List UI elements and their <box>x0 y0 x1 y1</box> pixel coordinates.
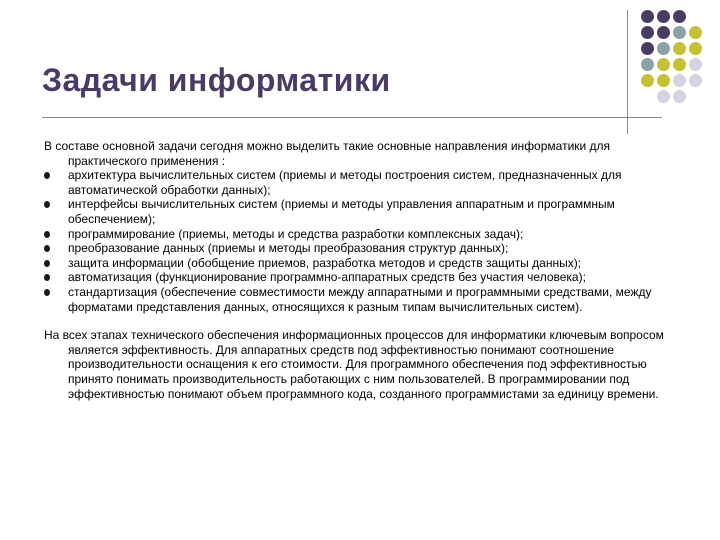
bullet-icon <box>44 172 50 179</box>
list-item-text: интерфейсы вычислительных систем (приемы и методы управления аппаратным и программным обеспечением); <box>68 197 615 226</box>
slide-content <box>44 139 684 401</box>
decor-dot <box>673 58 686 71</box>
list-item <box>44 168 684 197</box>
list-item <box>44 256 684 271</box>
decor-dot <box>657 42 670 55</box>
decor-dot <box>689 26 702 39</box>
list-item-text: защита информации (обобщение приемов, разработка методов и средств защиты данных); <box>68 255 582 270</box>
bullet-icon <box>44 245 50 252</box>
bullet-icon <box>44 260 50 267</box>
decor-dot <box>657 10 670 23</box>
list-item <box>44 227 684 242</box>
list-item <box>44 270 684 285</box>
decor-dot <box>673 26 686 39</box>
list-item-text: стандартизация (обеспечение совместимости между аппаратными и программными средствами, между форматами представления данных, относящихся к разным типам вычислительных систем). <box>68 284 652 314</box>
bullet-icon <box>44 201 50 208</box>
decor-dot <box>641 10 654 23</box>
list-item-text: преобразование данных (приемы и методы преобразования структур данных); <box>68 241 509 256</box>
decor-dot <box>641 74 654 87</box>
list-item-text: программирование (приемы, методы и средства разработки комплексных задач); <box>68 226 524 241</box>
decor-dot <box>673 90 686 103</box>
decor-dot <box>657 26 670 39</box>
list-item <box>44 241 684 256</box>
list-item-text: архитектура вычислительных систем (приемы и методы построения систем, предназначенных для автоматической обработки данных); <box>68 168 622 197</box>
intro-paragraph: В составе основной задачи сегодня можно выделить такие основные направления информатики для практического применения : <box>44 139 611 168</box>
decor-dot <box>657 90 670 103</box>
decor-dot <box>689 58 702 71</box>
vertical-rule <box>627 10 628 134</box>
decor-dot <box>641 58 654 71</box>
decor-dot <box>673 74 686 87</box>
list-item-text: автоматизация (функционирование программно-аппаратных средств без участия человека); <box>68 270 586 285</box>
decor-dot <box>689 74 702 87</box>
bullet-icon <box>44 274 50 281</box>
decor-dot <box>689 42 702 55</box>
closing-paragraph: На всех этапах технического обеспечения информационных процессов для информатики ключевым вопросом является эффективность. Для аппаратных средств под эффективностью понимают соотношение производительности оснащения к его стоимости. Для программного обеспечения под эффективностью принято понимать производительность работающих с ним пользователей. В программировании под эффективностью понимают объем программного кода, созданного программистами за единицу времени. <box>44 328 664 401</box>
horizontal-rule <box>42 117 662 118</box>
bullet-icon <box>44 289 50 296</box>
decor-dot <box>673 10 686 23</box>
list-item <box>44 285 684 314</box>
page-title: Задачи информатики <box>42 62 391 98</box>
decor-dot <box>641 42 654 55</box>
decorative-dot-grid <box>641 10 720 120</box>
decor-dot <box>657 58 670 71</box>
bullet-list <box>44 168 684 314</box>
decor-dot <box>657 74 670 87</box>
list-item <box>44 197 684 226</box>
bullet-icon <box>44 231 50 238</box>
decor-dot <box>641 26 654 39</box>
decor-dot <box>673 42 686 55</box>
